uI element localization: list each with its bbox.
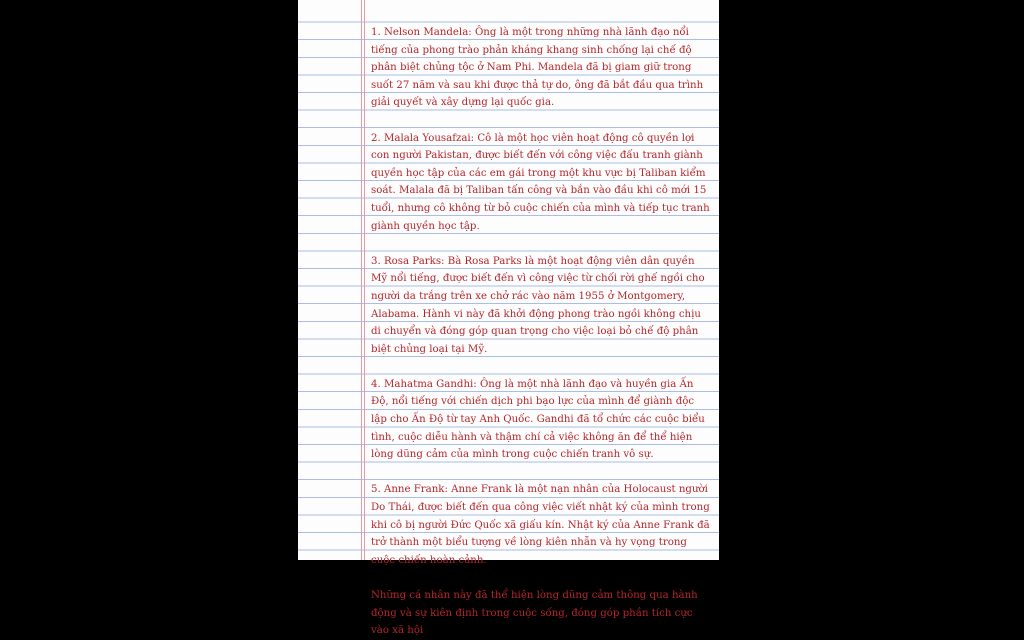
paragraph-malala-yousafzai: 2. Malala Yousafzai: Cô là một học viên hoạt động cô quyền lợi con người Pakistan, được biết đến với công việc đấu tranh giành quyền học tập của các em gái trong một khu vực bị Taliban kiểm soát. Malala đã bị Taliban tấn công và bắn vào đầu khi cô mới 15 tuổi, nhưng cô không từ bỏ cuộc chiến của mình và tiếp tục tranh giành quyền học tập. [371,132,710,232]
margin-line [361,0,362,560]
paragraph-rosa-parks: 3. Rosa Parks: Bà Rosa Parks là một hoạt động viên dân quyền Mỹ nổi tiếng, được biết đến vì công việc từ chối rời ghế ngồi cho người da trắng trên xe chở rác vào năm 1955 ở Montgomery, Alabama. Hành vi này đã khởi động phong trào ngồi không chịu di chuyển và đóng góp quan trọng cho việc loại bỏ chế độ phân biệt chủng loại tại Mỹ. [371,255,705,355]
paragraph-conclusion: Những cá nhân này đã thể hiện lòng dũng cảm thông qua hành động và sự kiên định trong cuộc sống, đóng góp phần tích cực vào xã hội [371,590,698,637]
margin-line-inner [364,0,365,560]
paragraph-mahatma-gandhi: 4. Mahatma Gandhi: Ông là một nhà lãnh đạo và huyền gia Ấn Độ, nổi tiếng với chiến dịch phi bạo lực của mình để giành độc lập cho Ấn Độ từ tay Anh Quốc. Gandhi đã tổ chức các cuộc biểu tình, cuộc diễu hành và thậm chí cả việc không ăn để thể hiện lòng dũng cảm của mình trong cuộc chiến tranh vô sự. [371,378,705,461]
handwritten-text [371,24,711,640]
paragraph-anne-frank: 5. Anne Frank: Anne Frank là một nạn nhân của Holocaust người Do Thái, được biết đến qua công việc viết nhật ký của mình trong khi cô bị người Đức Quốc xã giấu kín. Nhật ký của Anne Frank đã trở thành một biểu tượng về lòng kiên nhẫn và hy vọng trong cuộc chiến hoàn cảnh. [371,484,710,566]
notebook-page [298,0,719,637]
paragraph-nelson-mandela: 1. Nelson Mandela: Ông là một trong những nhà lãnh đạo nổi tiếng của phong trào phản kháng khang sinh chống lại chế độ phân biệt chủng tộc ở Nam Phi. Mandela đã bị giam giữ trong suốt 27 năm và sau khi được thả tự do, ông đã bắt đầu qua trình giải quyết và xây dựng lại quốc gia. [371,27,704,109]
